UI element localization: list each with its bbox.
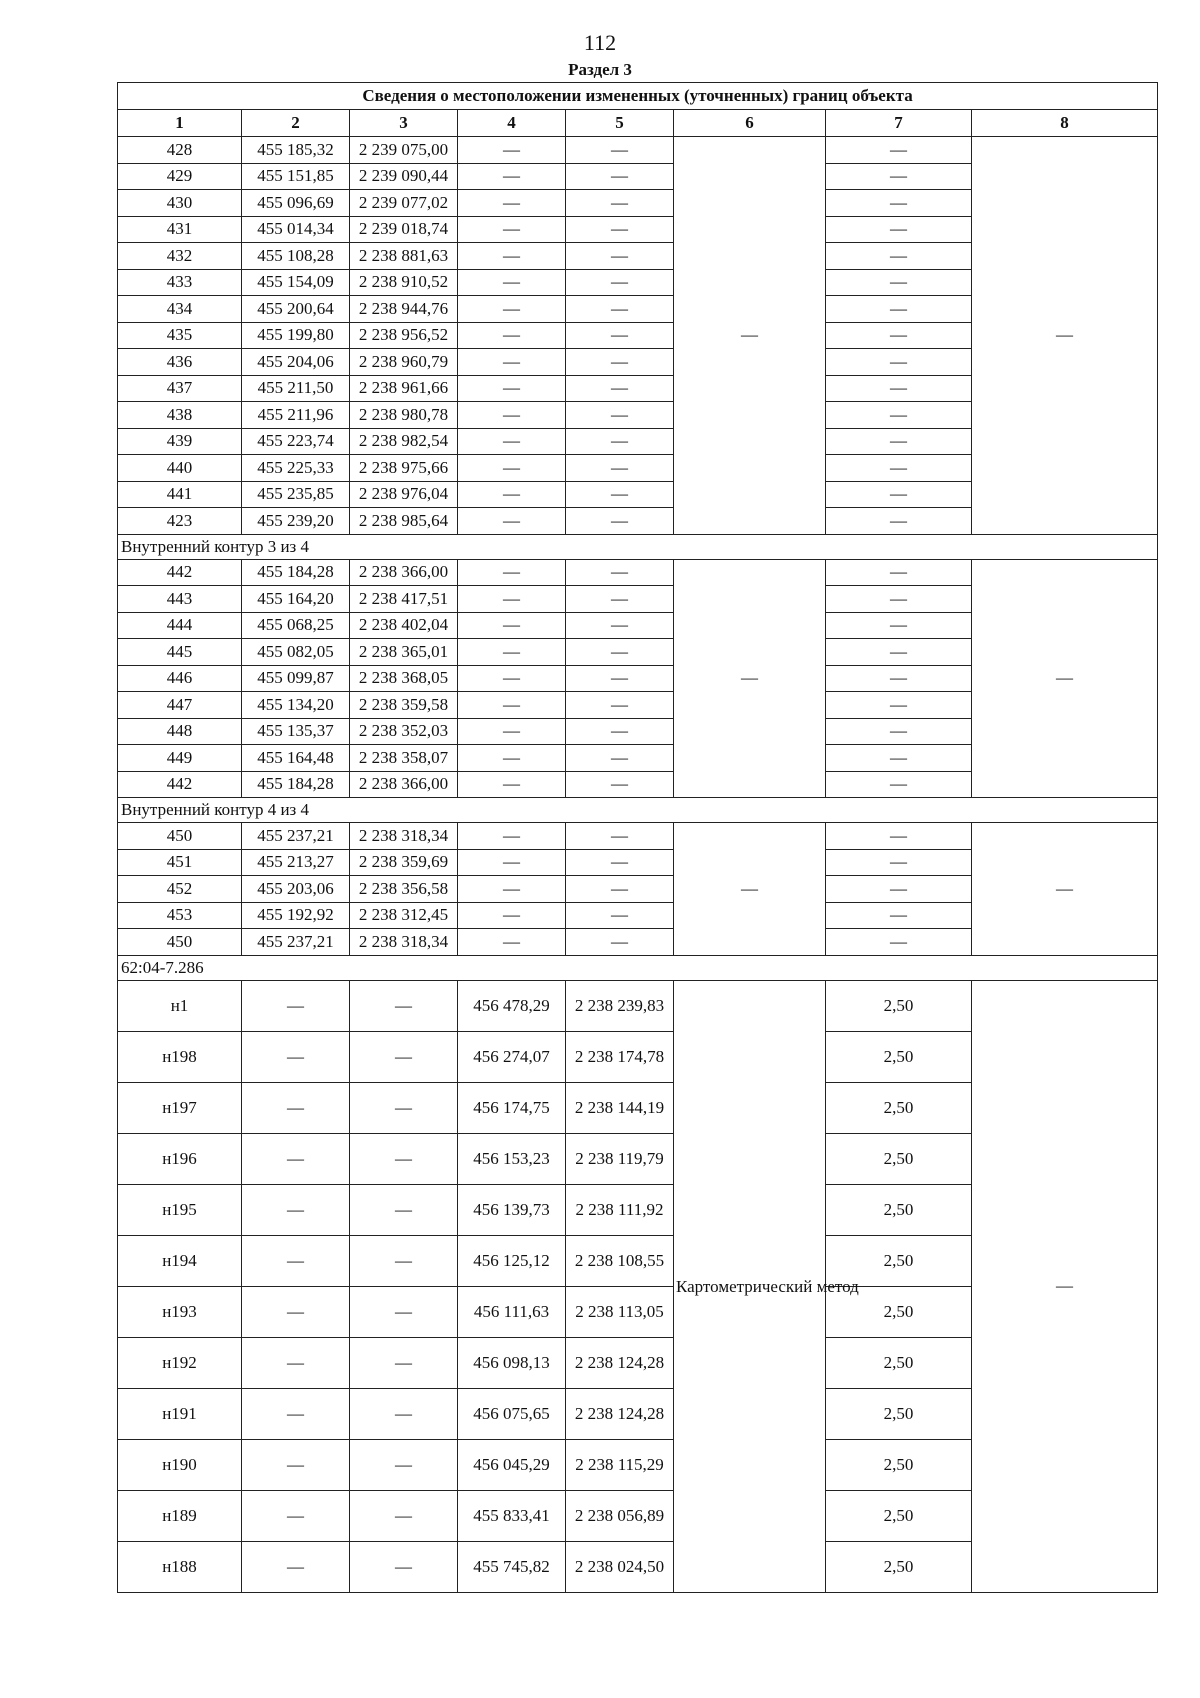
- accuracy: 2,50: [826, 1439, 972, 1490]
- accuracy: —: [826, 929, 972, 956]
- existing-y: 2 238 352,03: [350, 718, 458, 745]
- new-x: 456 098,13: [458, 1337, 566, 1388]
- existing-y: 2 238 356,58: [350, 876, 458, 903]
- new-y: —: [566, 745, 674, 772]
- existing-x: 455 225,33: [242, 455, 350, 482]
- description-cell: —: [972, 823, 1158, 956]
- existing-x: —: [242, 1286, 350, 1337]
- column-header: 4: [458, 110, 566, 137]
- existing-x: 455 108,28: [242, 243, 350, 270]
- accuracy: —: [826, 269, 972, 296]
- point-number: н189: [118, 1490, 242, 1541]
- new-y: 2 238 119,79: [566, 1133, 674, 1184]
- existing-y: 2 238 366,00: [350, 771, 458, 798]
- existing-y: —: [350, 1082, 458, 1133]
- existing-x: —: [242, 980, 350, 1031]
- new-x: —: [458, 929, 566, 956]
- existing-x: 455 185,32: [242, 137, 350, 164]
- existing-x: 455 237,21: [242, 929, 350, 956]
- column-header: 8: [972, 110, 1158, 137]
- existing-x: 455 237,21: [242, 823, 350, 850]
- existing-x: 455 134,20: [242, 692, 350, 719]
- existing-x: 455 164,20: [242, 586, 350, 613]
- accuracy: 2,50: [826, 1133, 972, 1184]
- existing-y: 2 238 881,63: [350, 243, 458, 270]
- point-number: н194: [118, 1235, 242, 1286]
- accuracy: 2,50: [826, 1337, 972, 1388]
- point-number: 442: [118, 559, 242, 586]
- new-y: 2 238 056,89: [566, 1490, 674, 1541]
- accuracy: —: [826, 639, 972, 666]
- column-header: 6: [674, 110, 826, 137]
- new-x: —: [458, 692, 566, 719]
- method-cell: —: [674, 559, 826, 798]
- point-number: 439: [118, 428, 242, 455]
- existing-y: 2 239 018,74: [350, 216, 458, 243]
- new-y: 2 238 111,92: [566, 1184, 674, 1235]
- new-x: —: [458, 322, 566, 349]
- existing-y: —: [350, 1541, 458, 1592]
- new-y: —: [566, 269, 674, 296]
- accuracy: —: [826, 745, 972, 772]
- existing-y: 2 239 090,44: [350, 163, 458, 190]
- existing-y: 2 238 359,58: [350, 692, 458, 719]
- method-cell: —: [674, 137, 826, 535]
- point-number: 423: [118, 508, 242, 535]
- point-number: н198: [118, 1031, 242, 1082]
- column-header: 3: [350, 110, 458, 137]
- existing-y: 2 238 980,78: [350, 402, 458, 429]
- new-y: 2 238 174,78: [566, 1031, 674, 1082]
- description-cell: —: [972, 559, 1158, 798]
- new-y: —: [566, 508, 674, 535]
- new-x: —: [458, 902, 566, 929]
- table-title: Сведения о местоположении измененных (уточненных) границ объекта: [118, 83, 1158, 110]
- point-number: н190: [118, 1439, 242, 1490]
- new-x: —: [458, 876, 566, 903]
- existing-y: 2 238 417,51: [350, 586, 458, 613]
- accuracy: —: [826, 849, 972, 876]
- new-x: 455 833,41: [458, 1490, 566, 1541]
- new-y: —: [566, 296, 674, 323]
- new-y: 2 238 115,29: [566, 1439, 674, 1490]
- new-y: —: [566, 929, 674, 956]
- new-x: —: [458, 455, 566, 482]
- accuracy: 2,50: [826, 1082, 972, 1133]
- new-x: —: [458, 269, 566, 296]
- new-y: 2 238 108,55: [566, 1235, 674, 1286]
- table-row: [118, 137, 1158, 164]
- accuracy: —: [826, 612, 972, 639]
- new-x: —: [458, 559, 566, 586]
- existing-y: 2 238 961,66: [350, 375, 458, 402]
- new-y: 2 238 124,28: [566, 1388, 674, 1439]
- column-header: 5: [566, 110, 674, 137]
- accuracy: —: [826, 823, 972, 850]
- point-number: н192: [118, 1337, 242, 1388]
- new-y: —: [566, 481, 674, 508]
- existing-y: 2 238 312,45: [350, 902, 458, 929]
- existing-y: —: [350, 1286, 458, 1337]
- point-number: 432: [118, 243, 242, 270]
- accuracy: —: [826, 586, 972, 613]
- point-number: 436: [118, 349, 242, 376]
- existing-x: 455 211,96: [242, 402, 350, 429]
- accuracy: —: [826, 718, 972, 745]
- point-number: 449: [118, 745, 242, 772]
- existing-x: 455 151,85: [242, 163, 350, 190]
- new-y: —: [566, 216, 674, 243]
- point-number: 453: [118, 902, 242, 929]
- existing-x: 455 203,06: [242, 876, 350, 903]
- contour-label: 62:04-7.286: [118, 955, 1158, 980]
- new-y: —: [566, 665, 674, 692]
- accuracy: —: [826, 481, 972, 508]
- accuracy: —: [826, 137, 972, 164]
- existing-y: 2 238 982,54: [350, 428, 458, 455]
- accuracy: 2,50: [826, 1490, 972, 1541]
- new-y: —: [566, 349, 674, 376]
- accuracy: 2,50: [826, 1541, 972, 1592]
- new-y: —: [566, 559, 674, 586]
- description-cell: —: [972, 980, 1158, 1592]
- column-header-row: [118, 110, 1158, 137]
- new-x: —: [458, 375, 566, 402]
- existing-x: 455 239,20: [242, 508, 350, 535]
- existing-x: —: [242, 1133, 350, 1184]
- new-x: 456 153,23: [458, 1133, 566, 1184]
- existing-x: 455 184,28: [242, 771, 350, 798]
- existing-x: 455 135,37: [242, 718, 350, 745]
- new-y: —: [566, 849, 674, 876]
- accuracy: 2,50: [826, 1235, 972, 1286]
- existing-x: 455 014,34: [242, 216, 350, 243]
- existing-y: 2 238 402,04: [350, 612, 458, 639]
- new-y: —: [566, 639, 674, 666]
- accuracy: —: [826, 375, 972, 402]
- existing-y: 2 239 077,02: [350, 190, 458, 217]
- point-number: 447: [118, 692, 242, 719]
- existing-y: 2 238 318,34: [350, 823, 458, 850]
- point-number: н188: [118, 1541, 242, 1592]
- accuracy: —: [826, 455, 972, 482]
- new-y: —: [566, 718, 674, 745]
- existing-y: 2 239 075,00: [350, 137, 458, 164]
- new-x: 456 478,29: [458, 980, 566, 1031]
- table-row: [118, 980, 1158, 1031]
- table-row: [118, 823, 1158, 850]
- existing-y: —: [350, 1235, 458, 1286]
- section-label: Раздел 3: [568, 60, 632, 79]
- point-number: 441: [118, 481, 242, 508]
- coordinates-table: [117, 82, 1158, 1593]
- accuracy: —: [826, 692, 972, 719]
- existing-y: 2 238 985,64: [350, 508, 458, 535]
- existing-x: —: [242, 1082, 350, 1133]
- new-y: —: [566, 692, 674, 719]
- existing-y: —: [350, 1388, 458, 1439]
- existing-x: 455 200,64: [242, 296, 350, 323]
- point-number: 451: [118, 849, 242, 876]
- column-header: 2: [242, 110, 350, 137]
- new-x: —: [458, 718, 566, 745]
- point-number: 444: [118, 612, 242, 639]
- new-x: 456 125,12: [458, 1235, 566, 1286]
- contour-group-row: [118, 955, 1158, 980]
- new-x: 456 139,73: [458, 1184, 566, 1235]
- existing-x: —: [242, 1439, 350, 1490]
- existing-x: —: [242, 1031, 350, 1082]
- accuracy: —: [826, 559, 972, 586]
- point-number: 428: [118, 137, 242, 164]
- new-x: —: [458, 586, 566, 613]
- new-y: 2 238 239,83: [566, 980, 674, 1031]
- existing-x: —: [242, 1337, 350, 1388]
- column-header: 1: [118, 110, 242, 137]
- existing-x: —: [242, 1388, 350, 1439]
- accuracy: 2,50: [826, 1184, 972, 1235]
- new-x: —: [458, 665, 566, 692]
- contour-group-row: [118, 798, 1158, 823]
- accuracy: —: [826, 349, 972, 376]
- new-y: —: [566, 190, 674, 217]
- new-x: —: [458, 216, 566, 243]
- existing-y: —: [350, 1439, 458, 1490]
- new-y: 2 238 144,19: [566, 1082, 674, 1133]
- existing-y: —: [350, 1031, 458, 1082]
- accuracy: —: [826, 771, 972, 798]
- new-y: —: [566, 375, 674, 402]
- new-y: —: [566, 771, 674, 798]
- page-number: 112: [583, 30, 617, 55]
- new-x: —: [458, 612, 566, 639]
- new-x: —: [458, 481, 566, 508]
- new-x: —: [458, 296, 566, 323]
- existing-x: 455 184,28: [242, 559, 350, 586]
- existing-x: 455 154,09: [242, 269, 350, 296]
- new-y: —: [566, 823, 674, 850]
- point-number: 437: [118, 375, 242, 402]
- new-x: —: [458, 508, 566, 535]
- point-number: 438: [118, 402, 242, 429]
- point-number: н196: [118, 1133, 242, 1184]
- existing-x: 455 082,05: [242, 639, 350, 666]
- point-number: 430: [118, 190, 242, 217]
- new-y: —: [566, 586, 674, 613]
- point-number: н195: [118, 1184, 242, 1235]
- column-header: 7: [826, 110, 972, 137]
- accuracy: —: [826, 665, 972, 692]
- contour-group-row: [118, 534, 1158, 559]
- new-x: 455 745,82: [458, 1541, 566, 1592]
- new-y: —: [566, 163, 674, 190]
- point-number: 434: [118, 296, 242, 323]
- accuracy: —: [826, 902, 972, 929]
- existing-y: —: [350, 1133, 458, 1184]
- point-number: 452: [118, 876, 242, 903]
- accuracy: —: [826, 296, 972, 323]
- existing-x: 455 223,74: [242, 428, 350, 455]
- point-number: 446: [118, 665, 242, 692]
- new-y: —: [566, 455, 674, 482]
- new-y: 2 238 024,50: [566, 1541, 674, 1592]
- accuracy: —: [826, 163, 972, 190]
- existing-y: 2 238 365,01: [350, 639, 458, 666]
- existing-y: —: [350, 1184, 458, 1235]
- existing-x: 455 199,80: [242, 322, 350, 349]
- new-x: —: [458, 639, 566, 666]
- accuracy: —: [826, 402, 972, 429]
- new-x: —: [458, 428, 566, 455]
- accuracy: —: [826, 322, 972, 349]
- new-y: —: [566, 322, 674, 349]
- new-x: —: [458, 849, 566, 876]
- existing-x: 455 213,27: [242, 849, 350, 876]
- accuracy: 2,50: [826, 980, 972, 1031]
- existing-x: —: [242, 1184, 350, 1235]
- point-number: 435: [118, 322, 242, 349]
- new-x: —: [458, 163, 566, 190]
- method-cell: —: [674, 823, 826, 956]
- existing-x: 455 235,85: [242, 481, 350, 508]
- existing-x: —: [242, 1490, 350, 1541]
- new-y: 2 238 124,28: [566, 1337, 674, 1388]
- accuracy: —: [826, 876, 972, 903]
- new-x: 456 111,63: [458, 1286, 566, 1337]
- accuracy: 2,50: [826, 1031, 972, 1082]
- existing-y: 2 238 318,34: [350, 929, 458, 956]
- existing-y: 2 238 975,66: [350, 455, 458, 482]
- point-number: н197: [118, 1082, 242, 1133]
- existing-y: 2 238 359,69: [350, 849, 458, 876]
- contour-label: Внутренний контур 3 из 4: [118, 534, 1158, 559]
- point-number: 440: [118, 455, 242, 482]
- new-x: —: [458, 190, 566, 217]
- point-number: н191: [118, 1388, 242, 1439]
- existing-x: 455 204,06: [242, 349, 350, 376]
- accuracy: 2,50: [826, 1388, 972, 1439]
- accuracy: —: [826, 508, 972, 535]
- existing-x: 455 192,92: [242, 902, 350, 929]
- point-number: 433: [118, 269, 242, 296]
- new-x: —: [458, 402, 566, 429]
- new-y: —: [566, 902, 674, 929]
- existing-x: —: [242, 1541, 350, 1592]
- new-x: 456 274,07: [458, 1031, 566, 1082]
- existing-y: 2 238 944,76: [350, 296, 458, 323]
- point-number: 445: [118, 639, 242, 666]
- existing-y: —: [350, 1490, 458, 1541]
- new-x: —: [458, 745, 566, 772]
- new-y: —: [566, 612, 674, 639]
- existing-x: 455 068,25: [242, 612, 350, 639]
- accuracy: —: [826, 428, 972, 455]
- contour-label: Внутренний контур 4 из 4: [118, 798, 1158, 823]
- method-cell: Картометрический метод: [674, 980, 826, 1592]
- new-x: 456 174,75: [458, 1082, 566, 1133]
- new-x: —: [458, 137, 566, 164]
- existing-y: 2 238 976,04: [350, 481, 458, 508]
- new-x: —: [458, 243, 566, 270]
- point-number: н1: [118, 980, 242, 1031]
- existing-x: —: [242, 1235, 350, 1286]
- accuracy: —: [826, 216, 972, 243]
- new-y: 2 238 113,05: [566, 1286, 674, 1337]
- point-number: 442: [118, 771, 242, 798]
- point-number: н193: [118, 1286, 242, 1337]
- existing-y: 2 238 910,52: [350, 269, 458, 296]
- new-y: —: [566, 876, 674, 903]
- description-cell: —: [972, 137, 1158, 535]
- existing-y: 2 238 956,52: [350, 322, 458, 349]
- point-number: 429: [118, 163, 242, 190]
- existing-x: 455 164,48: [242, 745, 350, 772]
- existing-y: 2 238 366,00: [350, 559, 458, 586]
- new-x: 456 045,29: [458, 1439, 566, 1490]
- new-y: —: [566, 137, 674, 164]
- new-x: 456 075,65: [458, 1388, 566, 1439]
- new-x: —: [458, 349, 566, 376]
- table-row: [118, 559, 1158, 586]
- existing-y: —: [350, 980, 458, 1031]
- accuracy: —: [826, 190, 972, 217]
- point-number: 443: [118, 586, 242, 613]
- existing-x: 455 096,69: [242, 190, 350, 217]
- point-number: 448: [118, 718, 242, 745]
- point-number: 450: [118, 929, 242, 956]
- existing-x: 455 211,50: [242, 375, 350, 402]
- point-number: 431: [118, 216, 242, 243]
- existing-y: —: [350, 1337, 458, 1388]
- new-y: —: [566, 428, 674, 455]
- new-x: —: [458, 771, 566, 798]
- new-x: —: [458, 823, 566, 850]
- existing-y: 2 238 358,07: [350, 745, 458, 772]
- accuracy: —: [826, 243, 972, 270]
- existing-y: 2 238 368,05: [350, 665, 458, 692]
- existing-x: 455 099,87: [242, 665, 350, 692]
- point-number: 450: [118, 823, 242, 850]
- existing-y: 2 238 960,79: [350, 349, 458, 376]
- new-y: —: [566, 402, 674, 429]
- accuracy: 2,50: [826, 1286, 972, 1337]
- new-y: —: [566, 243, 674, 270]
